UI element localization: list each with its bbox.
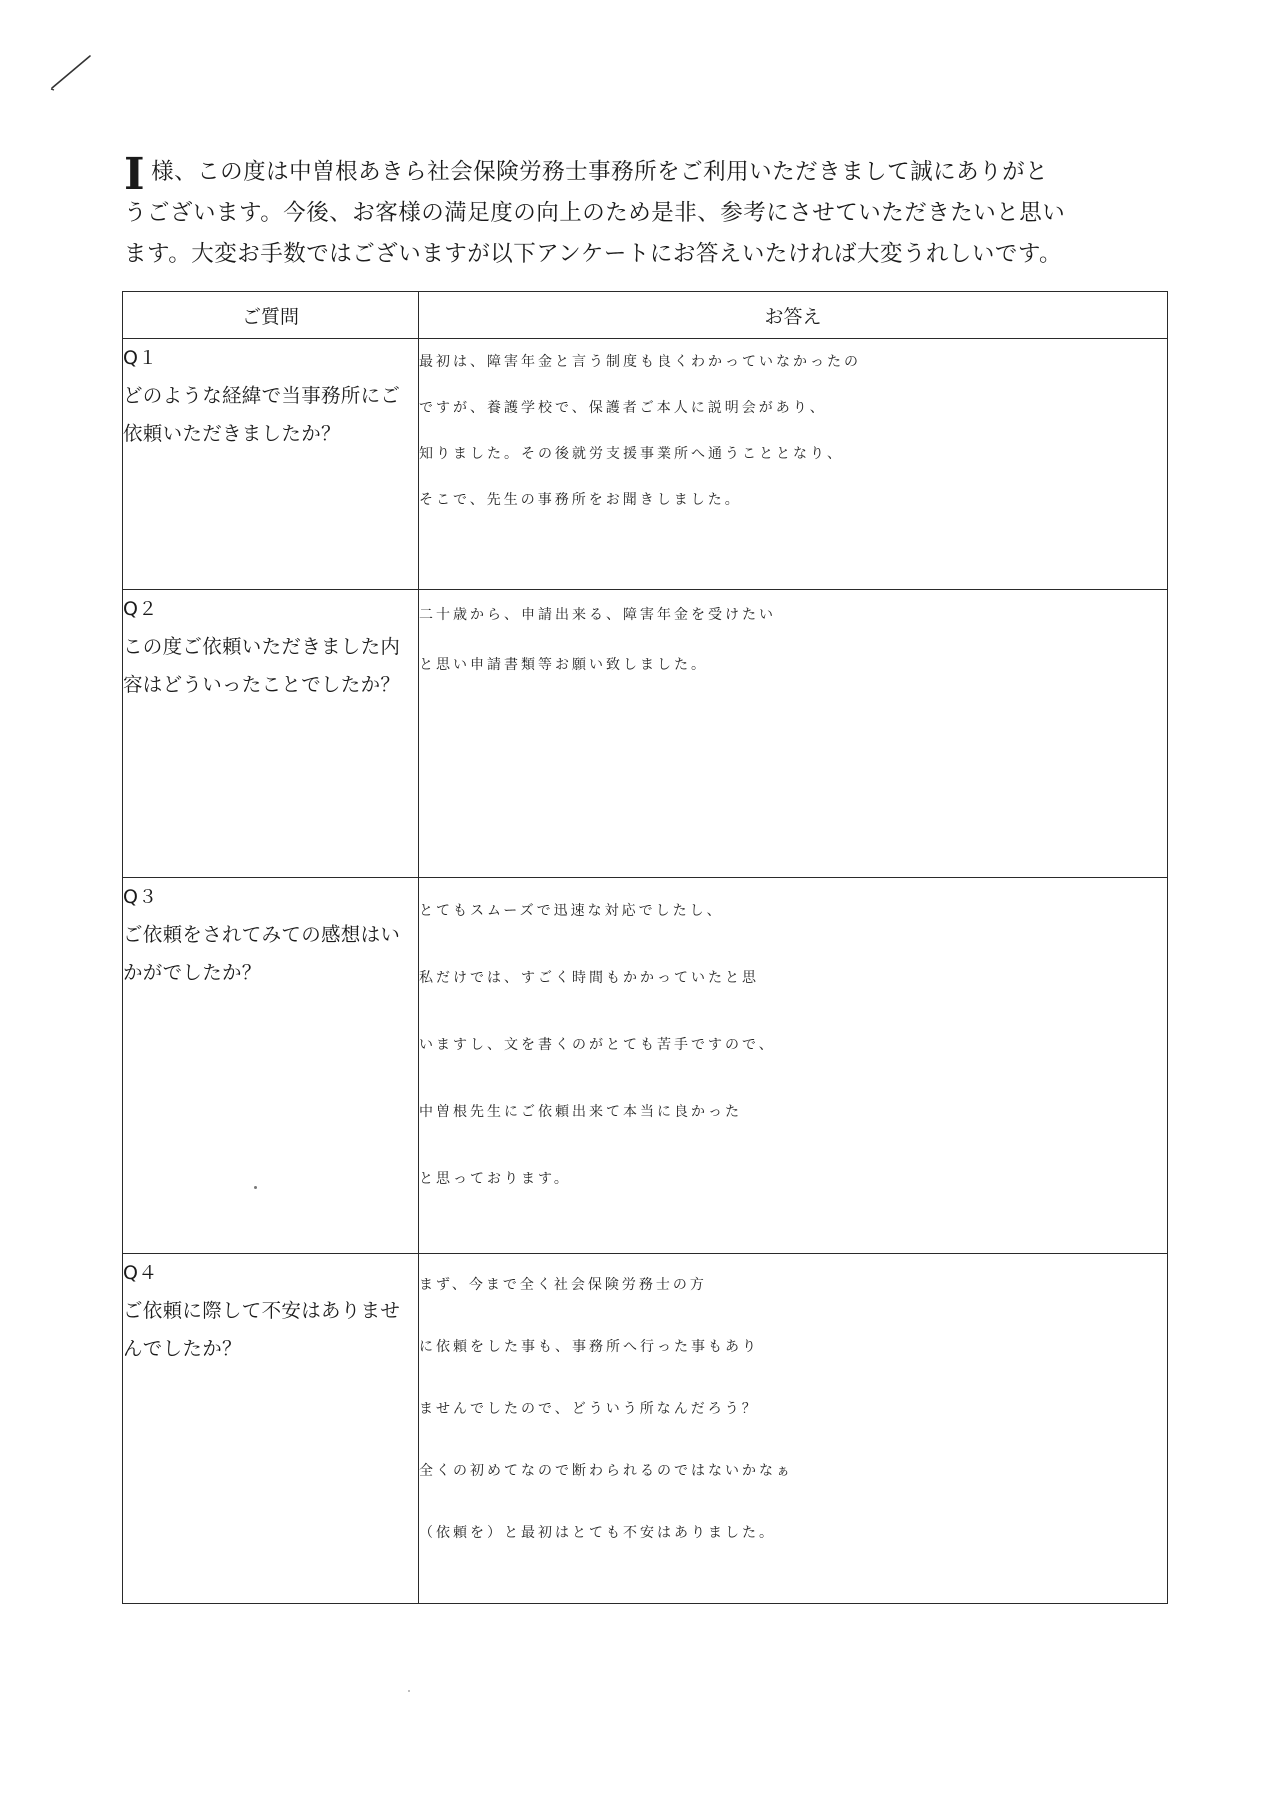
question-number: Q２ <box>123 598 158 620</box>
question-number: Q３ <box>123 886 158 908</box>
question-text: ご依頼をされてみての感想はいかがでしたか？ <box>123 923 401 984</box>
scan-dust-mark <box>408 1690 410 1692</box>
handwritten-answer-line: に依頼をした事も、事務所へ行った事もあり <box>419 1339 759 1355</box>
handwritten-answer-line: ですが、養護学校で、保護者ご本人に説明会があり、 <box>419 400 827 416</box>
survey-table <box>122 291 1168 1604</box>
question-text: この度ご依頼いただきました内容はどういったことでしたか？ <box>123 635 401 696</box>
question-text: どのような経緯で当事務所にご依頼いただきましたか？ <box>123 384 401 445</box>
question-number: Q１ <box>123 347 158 369</box>
intro-line-1-text: 様、この度は中曽根あきら社会保険労務士事務所をご利用いただきまして誠にありがと <box>151 159 1049 185</box>
question-cell <box>123 590 419 878</box>
header-answer: お答え <box>419 292 1168 339</box>
handwritten-answer-line: とてもスムーズで迅速な対応でしたし、 <box>419 903 724 919</box>
table-row <box>123 1254 1168 1604</box>
table-row <box>123 339 1168 590</box>
handwritten-answer-line: 知りました。その後就労支援事業所へ通うこととなり、 <box>419 446 844 462</box>
question-text: ご依頼に際して不安はありませんでしたか？ <box>123 1299 401 1360</box>
handwritten-answer-line: と思っております。 <box>419 1171 571 1187</box>
handwritten-answer-line: 最初は、障害年金と言う制度も良くわかっていなかったの <box>419 354 861 370</box>
table-row <box>123 878 1168 1254</box>
answer-cell <box>419 1254 1168 1604</box>
handwritten-answer-line: （依頼を）と最初はとても不安はありました。 <box>419 1525 776 1541</box>
handwritten-answer-line: 全くの初めてなので断わられるのではないかなぁ <box>419 1463 793 1479</box>
intro-line-1 <box>124 149 1164 200</box>
answer-cell <box>419 590 1168 878</box>
handwritten-answer-line: いますし、文を書くのがとても苦手ですので、 <box>419 1037 776 1053</box>
handwritten-answer-line: まず、今まで全く社会保険労務士の方 <box>419 1277 707 1293</box>
answer-cell <box>419 878 1168 1254</box>
question-number: Q４ <box>123 1262 158 1284</box>
question-cell <box>123 878 419 1254</box>
intro-line-3: ます。大変お手数ではございますが以下アンケートにお答えいたければ大変うれしいです。 <box>124 241 1063 267</box>
client-initial: I <box>124 149 146 200</box>
handwritten-answer-line: と思い申請書類等お願い致しました。 <box>419 657 708 673</box>
handwritten-answer-line: ませんでしたので、どういう所なんだろう？ <box>419 1401 759 1417</box>
handwritten-answer-line: そこで、先生の事務所をお聞きしました。 <box>419 492 742 508</box>
handwritten-answer-line: 中曽根先生にご依頼出来て本当に良かった <box>419 1104 742 1120</box>
table-header-row <box>123 292 1168 339</box>
table-row <box>123 590 1168 878</box>
intro-paragraph <box>124 149 1164 275</box>
question-cell <box>123 339 419 590</box>
handwritten-answer-line: 私だけでは、すごく時間もかかっていたと思 <box>419 970 759 986</box>
answer-cell <box>419 339 1168 590</box>
question-cell <box>123 1254 419 1604</box>
handwritten-answer-line: 二十歳から、申請出来る、障害年金を受けたい <box>419 607 776 623</box>
header-question: ご質問 <box>123 292 419 339</box>
intro-line-2: うございます。今後、お客様の満足度の向上のため是非、参考にさせていただきたいと思い <box>124 200 1066 226</box>
pen-stroke-mark <box>48 52 96 92</box>
scan-dust-mark <box>254 1186 257 1189</box>
